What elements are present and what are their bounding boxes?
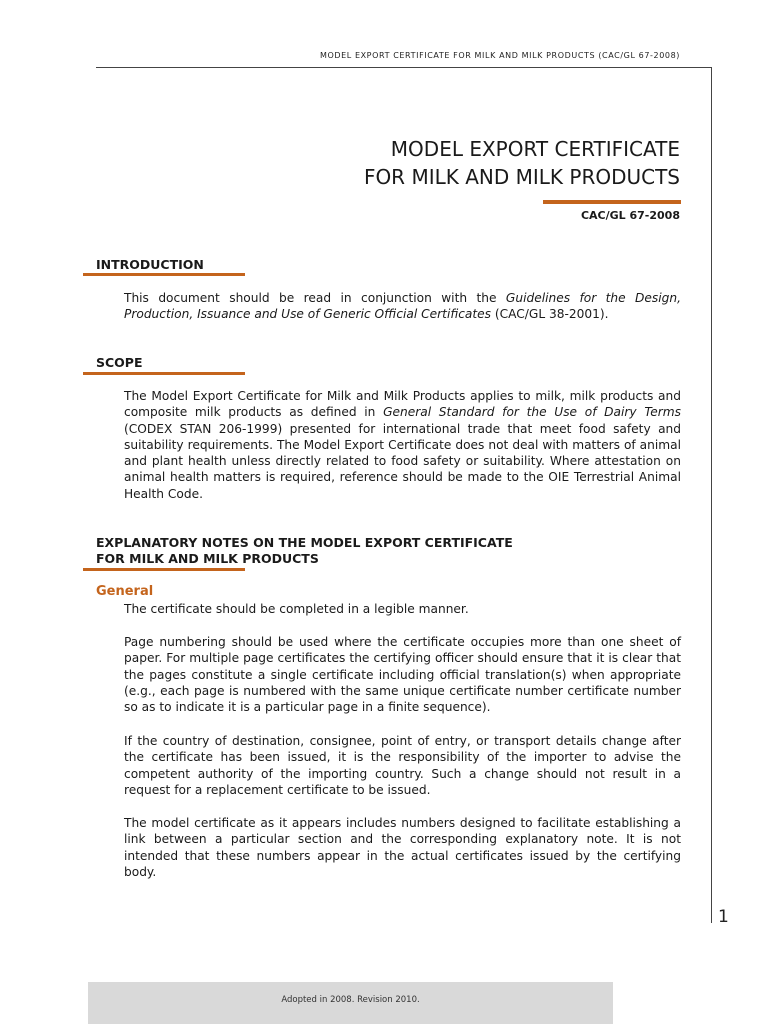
general-paragraph: The certificate should be completed in a legible manner. [124, 602, 469, 616]
title-accent-bar [543, 200, 681, 204]
explanatory-heading-rule [83, 568, 245, 571]
page-number: 1 [718, 907, 729, 927]
general-paragraph: If the country of destination, consignee, point of entry, or transport details change after the certificate has been issued, it is the responsibility of the importer to advise the competent authority of the importing country. Such a change should not result in a request for a replacement certificate to be issued. [124, 734, 681, 797]
header-rule [96, 67, 712, 68]
title-line-2: FOR MILK AND MILK PRODUCTS [363, 165, 680, 189]
introduction-paragraph: This document should be read in conjunction with the Guidelines for the Design, Production, Issuance and Use of Generic Official Certificates (CAC/GL 38-2001). [124, 291, 681, 322]
footer-note: Adopted in 2008. Revision 2010. [281, 995, 420, 1005]
introduction-heading: INTRODUCTION [96, 257, 204, 272]
general-subheading: General [96, 584, 154, 599]
right-margin-rule [711, 67, 712, 923]
title-line-1: MODEL EXPORT CERTIFICATE [390, 137, 680, 161]
explanatory-heading-line-2: FOR MILK AND MILK PRODUCTS [96, 551, 319, 566]
footer-band [88, 982, 613, 1024]
document-title [364, 135, 680, 191]
general-paragraph: Page numbering should be used where the certificate occupies more than one sheet of paper. For multiple page certificates the certifying officer should ensure that it is clear that the pages constitute a single certificate including official translation(s) when appropriate (e.g., each page is numbered with the same unique certificate number certificate number so as to indicate it is a particular page in a finite sequence). [124, 635, 681, 715]
explanatory-notes-heading [96, 535, 513, 567]
general-paragraph: The model certificate as it appears includes numbers designed to facilitate establishing a link between a particular section and the corresponding explanatory note. It is not intended that these numbers appear in the actual certificates issued by the certifying body. [124, 816, 681, 879]
scope-heading: SCOPE [96, 355, 143, 370]
introduction-heading-rule [83, 273, 245, 276]
scope-heading-rule [83, 372, 245, 375]
explanatory-heading-line-1: EXPLANATORY NOTES ON THE MODEL EXPORT CERTIFICATE [96, 535, 513, 550]
document-code: CAC/GL 67-2008 [580, 209, 680, 222]
scope-paragraph: The Model Export Certificate for Milk and Milk Products applies to milk, milk products and composite milk products as defined in General Standard for the Use of Dairy Terms (CODEX STAN 206-1999) presented for international trade that meet food safety and suitability requirements. The Model Export Certificate does not deal with matters of animal and plant health unless directly related to food safety or suitability. Where attestation on animal health matters is required, reference should be made to the OIE Terrestrial Animal Health Code. [124, 389, 681, 501]
running-header: MODEL EXPORT CERTIFICATE FOR MILK AND MILK PRODUCTS (CAC/GL 67-2008) [319, 51, 680, 60]
